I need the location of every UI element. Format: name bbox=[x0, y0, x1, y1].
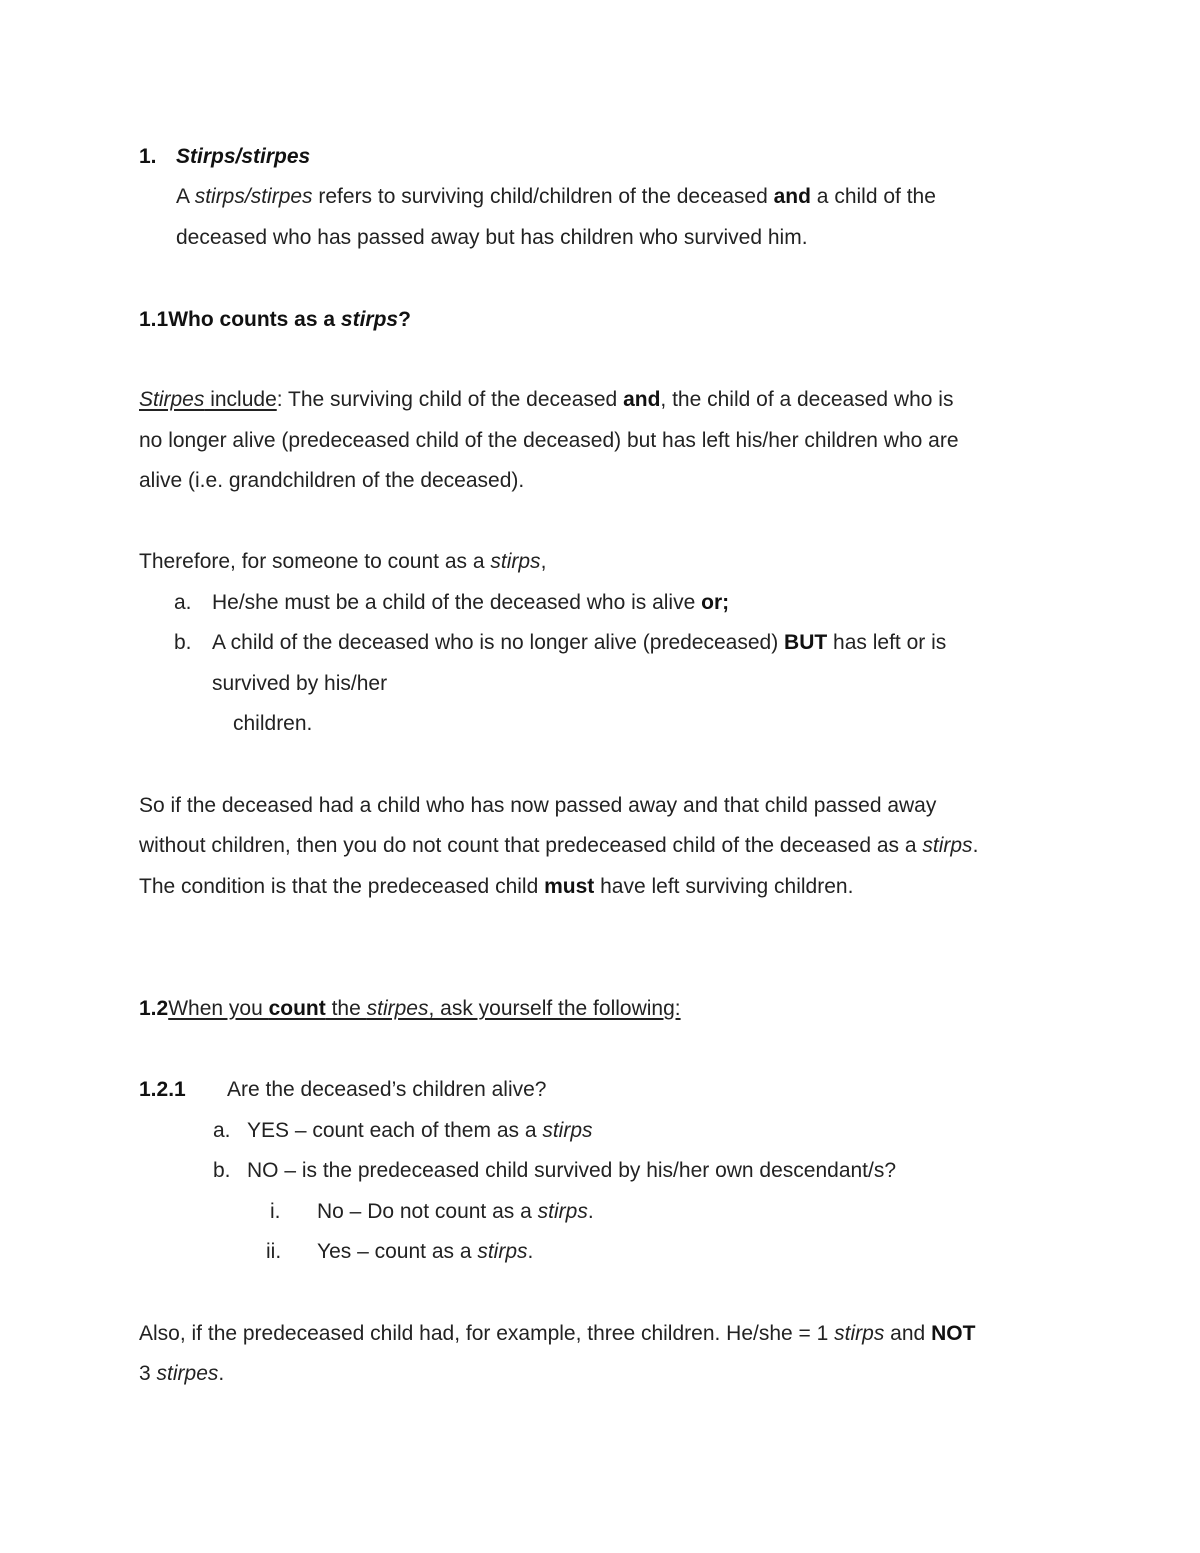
section-1-para-line-2: deceased who has passed away but has children who survived him. bbox=[176, 226, 808, 249]
sub-answer-ii: ii. Yes – count as a stirps. bbox=[266, 1240, 534, 1263]
section-1-para-line-1: A stirps/stirpes refers to surviving child/children of the deceased and a child of the bbox=[176, 185, 936, 208]
also-line-2: 3 stirpes. bbox=[139, 1362, 225, 1385]
section-1-2-heading: 1.2When you count the stirpes, ask yourself the following: bbox=[139, 997, 681, 1020]
answer-b: b. NO – is the predeceased child survived by his/her own descendant/s? bbox=[213, 1159, 897, 1182]
question-number: 1.2.1 bbox=[139, 1078, 186, 1101]
stirpes-include-line-2: no longer alive (predeceased child of the deceased) but has left his/her children who are bbox=[139, 429, 959, 452]
also-line-1: Also, if the predeceased child had, for example, three children. He/she = 1 stirps and NOT bbox=[139, 1322, 976, 1345]
question-1-2-1 bbox=[139, 1076, 547, 1104]
list-item-b-line-2: survived by his/her bbox=[212, 672, 388, 695]
section-1-number: 1. bbox=[139, 145, 157, 168]
list-item-a: a. He/she must be a child of the deceased who is alive or; bbox=[174, 591, 730, 614]
section-1-1-heading: 1.1Who counts as a stirps? bbox=[139, 308, 411, 331]
so-if-line-1: So if the deceased had a child who has now passed away and that child passed away bbox=[139, 794, 937, 817]
answer-a: a. YES – count each of them as a stirps bbox=[213, 1119, 593, 1142]
list-item-b: b. A child of the deceased who is no longer alive (predeceased) BUT has left or is bbox=[174, 631, 947, 654]
question-text: Are the deceased’s children alive? bbox=[227, 1078, 547, 1101]
therefore-line: Therefore, for someone to count as a stirps, bbox=[139, 550, 547, 573]
list-item-b-line-3: children. bbox=[233, 712, 313, 735]
list-marker-b: b. bbox=[174, 631, 192, 654]
section-1-heading bbox=[139, 143, 311, 171]
section-1-title: Stirps/stirpes bbox=[176, 145, 311, 168]
stirpes-include-line-1: Stirpes include: The surviving child of the deceased and, the child of a deceased who is bbox=[139, 388, 954, 411]
so-if-line-3: The condition is that the predeceased child must have left surviving children. bbox=[139, 875, 854, 898]
list-marker-a: a. bbox=[174, 591, 192, 614]
stirpes-include-line-3: alive (i.e. grandchildren of the deceased). bbox=[139, 469, 525, 492]
so-if-line-2: without children, then you do not count that predeceased child of the deceased as a stirps. bbox=[139, 834, 979, 857]
sub-answer-i: i. No – Do not count as a stirps. bbox=[270, 1200, 594, 1223]
